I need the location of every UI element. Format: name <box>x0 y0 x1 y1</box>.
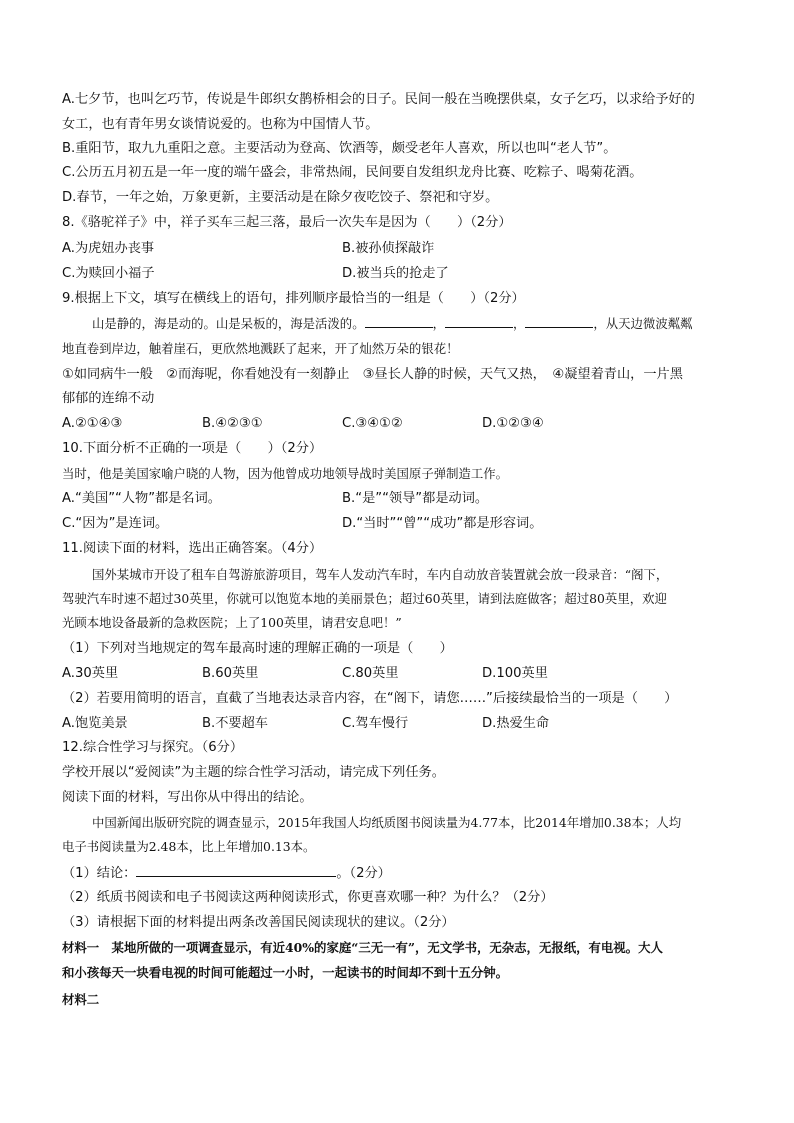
q12-task: 阅读下面的材料，写出你从中得出的结论。 <box>62 790 313 805</box>
q10-option-b: B.“是”“领导”都是动词。 <box>342 491 489 506</box>
q12-material1-line2: 和小孩每天一块看电视的时间可能超过一小时，一起读书的时间却不到十五分钟。 <box>62 965 509 980</box>
q11-sub1-option-b: B.60英里 <box>202 666 259 681</box>
q12-intro: 学校开展以“爱阅读”为主题的综合性学习活动，请完成下列任务。 <box>62 765 445 780</box>
q9-choices-line1: ①如同病牛一般 ②而海呢，你看她没有一刻静止 ③昼长人静的时候，天气又热， ④凝望着青山，一片黑 <box>62 367 683 382</box>
q11-sub1-option-a: A.30英里 <box>62 666 119 681</box>
q9-blank-3 <box>525 315 593 328</box>
q9-passage-line2: 地直卷到岸边，触着崖石，更欣然地溅跃了起来，开了灿然万朵的银花！ <box>62 341 459 356</box>
q11-sub2-option-b: B.不要超车 <box>202 716 268 731</box>
q12-material2-label: 材料二 <box>62 992 100 1007</box>
q7-option-d: D.春节，一年之始，万象更新，主要活动是在除夕夜吃饺子、祭祀和守岁。 <box>62 190 499 205</box>
q9-option-d: D.①②③④ <box>482 416 544 431</box>
q9-option-b: B.④②③① <box>202 416 263 431</box>
q9-passage-line1 <box>92 315 693 333</box>
q7-option-b: B.重阳节，取九九重阳之意。主要活动为登高、饮酒等，颇受老年人喜欢，所以也叫“老人节”。 <box>62 141 617 156</box>
q12-passage-line1: 中国新闻出版研究院的调查显示，2015年我国人均纸质图书阅读量为4.77本，比2014年增加0.38本；人均 <box>92 815 682 830</box>
q12-sub3: （3）请根据下面的材料提出两条改善国民阅读现状的建议。（2分） <box>62 915 455 930</box>
q7-option-c: C.公历五月初五是一年一度的端午盛会，非常热闹，民间要自发组织龙舟比赛、吃粽子、喝菊花酒。 <box>62 165 643 180</box>
q10-option-c: C.“因为”是连词。 <box>62 516 169 531</box>
q9-choices-line2: 郁郁的连绵不动 <box>62 391 155 406</box>
q7-option-a-line1: A.七夕节，也叫乞巧节，传说是牛郎织女鹊桥相会的日子。民间一般在当晚摆供桌，女子乞巧，以求给予好的 <box>62 92 695 107</box>
q7-option-a-line2: 女工，也有青年男女谈情说爱的。也称为中国情人节。 <box>62 117 379 132</box>
q9-passage-start: 山是静的，海是动的。山是呆板的，海是活泼的。 <box>92 316 365 331</box>
q9-option-a: A.②①④③ <box>62 416 123 431</box>
q11-sub1-option-c: C.80英里 <box>342 666 399 681</box>
q12-sub2: （2）纸质书阅读和电子书阅读这两种阅读形式，你更喜欢哪一种？为什么？（2分） <box>62 890 554 905</box>
q12-material1-line1: 材料一 某地所做的一项调查显示，有近40%的家庭“三无一有”，无文学书，无杂志，无报纸，有电视。大人 <box>62 940 663 955</box>
q8-option-d: D.被当兵的抢走了 <box>342 266 449 281</box>
q9-separator-1: ， <box>432 316 445 331</box>
q12-conclusion-blank[interactable] <box>136 864 336 877</box>
q11-passage-line2: 驾驶汽车时速不超过30英里，你就可以饱览本地的美丽景色；超过60英里，请到法庭做客；超过80英里，欢迎 <box>62 591 667 606</box>
q8-option-b: B.被孙侦探敲诈 <box>342 241 435 256</box>
q11-passage-line1: 国外某城市开设了租车自驾游旅游项目，驾车人发动汽车时，车内自动放音装置就会放一段录音：“阁下， <box>92 567 669 582</box>
q12-sub1-label: （1）结论： <box>62 866 137 881</box>
q10-option-a: A.“美国”“人物”都是名词。 <box>62 491 221 506</box>
q12-passage-line2: 电子书阅读量为2.48本，比上年增加0.13本。 <box>62 839 316 854</box>
q11-stem: 11.阅读下面的材料，选出正确答案。（4分） <box>62 541 323 556</box>
q9-separator-2: ， <box>512 316 526 331</box>
q11-sub2-stem: （2）若要用简明的语言，直截了当地表达录音内容，在“阁下，请您……”后接续最恰当的一项是（ ） <box>62 691 678 706</box>
q9-blank-1 <box>365 315 433 328</box>
q11-sub1-option-d: D.100英里 <box>482 666 548 681</box>
q10-sentence: 当时，他是美国家喻户晓的人物，因为他曾成功地领导战时美国原子弹制造工作。 <box>62 466 509 481</box>
q11-sub2-option-a: A.饱览美景 <box>62 716 128 731</box>
q10-option-d: D.“当时”“曾”“成功”都是形容词。 <box>342 516 543 531</box>
q11-sub2-option-c: C.驾车慢行 <box>342 716 409 731</box>
q9-blank-2 <box>445 315 513 328</box>
q12-sub1 <box>62 864 391 883</box>
q8-option-a: A.为虎妞办丧事 <box>62 241 155 256</box>
q11-passage-line3: 光顾本地设备最新的急救医院；上了100英里，请君安息吧！” <box>62 615 402 630</box>
q8-stem: 8.《骆驼祥子》中，祥子买车三起三落，最后一次失车是因为（ ）（2分） <box>62 215 512 230</box>
q11-sub1-stem: （1）下列对当地规定的驾车最高时速的理解正确的一项是（ ） <box>62 641 453 656</box>
q9-option-c: C.③④①② <box>342 416 403 431</box>
q9-stem: 9.根据上下文，填写在横线上的语句，排列顺序最恰当的一组是（ ）（2分） <box>62 291 525 306</box>
q12-stem: 12.综合性学习与探究。（6分） <box>62 740 244 755</box>
q12-sub1-points: 。（2分） <box>336 866 391 881</box>
q9-passage-end: ，从天边微波粼粼 <box>593 316 693 331</box>
q10-stem: 10.下面分析不正确的一项是（ ）（2分） <box>62 441 323 456</box>
q8-option-c: C.为赎回小福子 <box>62 266 155 281</box>
q11-sub2-option-d: D.热爱生命 <box>482 716 550 731</box>
